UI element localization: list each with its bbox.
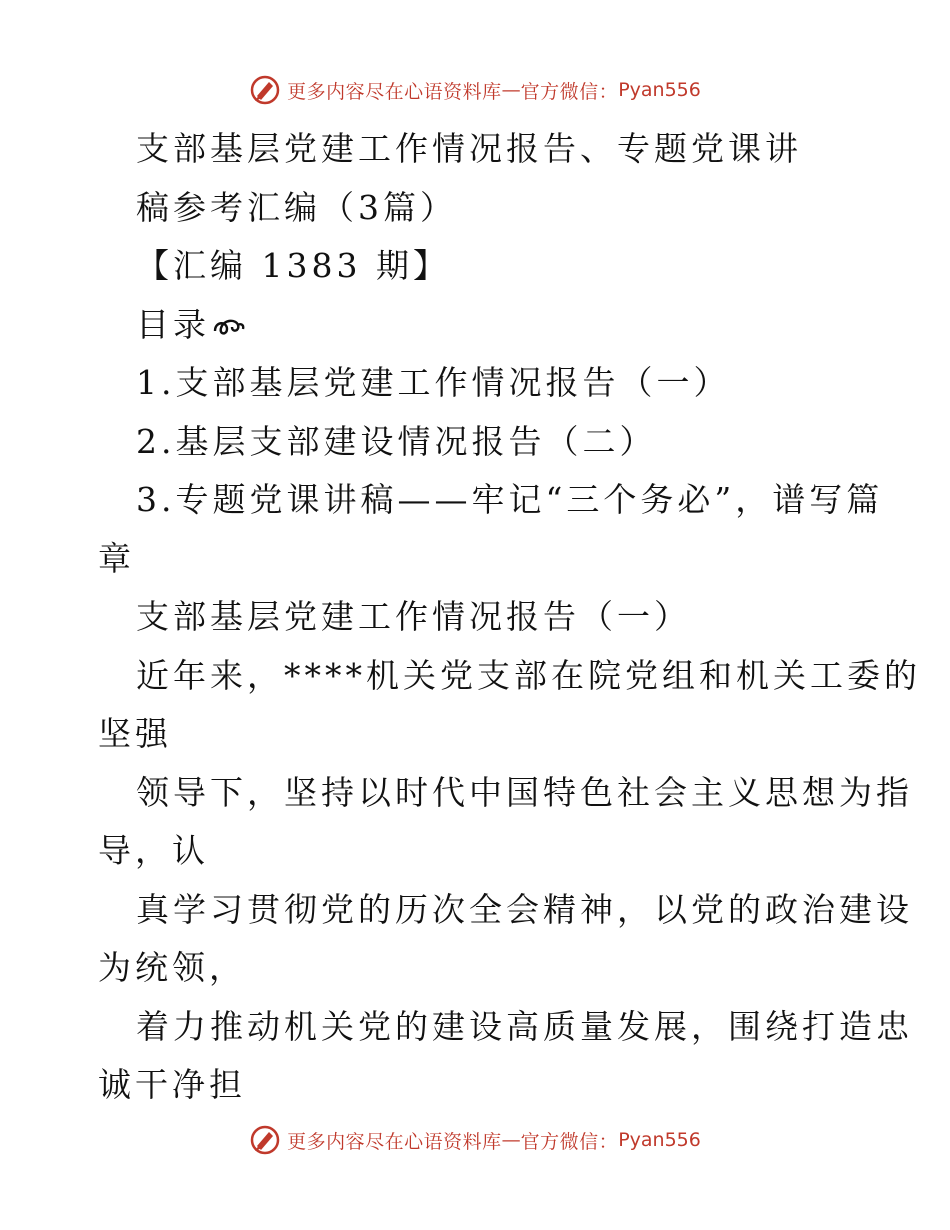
banner-wechat-label: 官方微信： [520,1130,619,1153]
body-line: 坚强 [98,714,172,753]
flourish-icon [212,315,246,339]
body-line: 导，认 [98,831,209,870]
body-line: 着力推动机关党的建设高质量发展，围绕打造忠 [136,1006,913,1046]
body-line: 近年来，****机关党支部在院党组和机关工委的 [136,655,921,695]
issue-label: 【汇编 1383 期】 [136,246,450,285]
pen-logo-icon [249,1124,281,1156]
banner-wechat-label: 官方微信： [520,80,619,103]
banner-text: 更多内容尽在心语资料库 [287,80,502,103]
banner-separator: — [501,1129,521,1151]
doc-title-line-2: 稿参考汇编（3篇） [136,187,457,227]
footer-watermark [0,1120,950,1160]
doc-title-line-1: 支部基层党建工作情况报告、专题党课讲 [136,129,802,168]
pen-logo-icon [249,74,281,106]
banner-separator: — [501,79,521,101]
toc-heading: 目录 [136,304,210,344]
body-line: 真学习贯彻党的历次全会精神，以党的政治建设 [136,889,913,929]
body-line: 为统领， [98,948,246,987]
toc-item: 3.专题党课讲稿——牢记“三个务必”，谱写篇 [136,480,884,519]
toc-item-continuation: 章 [98,538,135,578]
banner-wechat-id: Pyan556 [618,79,701,101]
body-line: 诚干净担 [98,1065,246,1104]
toc-item: 2.基层支部建设情况报告（二） [136,421,657,461]
banner-wechat-id: Pyan556 [618,1129,701,1151]
toc-item: 1.支部基层党建工作情况报告（一） [136,363,731,402]
document-body [98,120,921,1115]
header-watermark [0,70,950,110]
toc-heading-row [98,296,858,355]
body-line: 领导下，坚持以时代中国特色社会主义思想为指 [136,772,913,812]
section-title: 支部基层党建工作情况报告（一） [136,597,691,636]
banner-text: 更多内容尽在心语资料库 [287,1130,502,1153]
